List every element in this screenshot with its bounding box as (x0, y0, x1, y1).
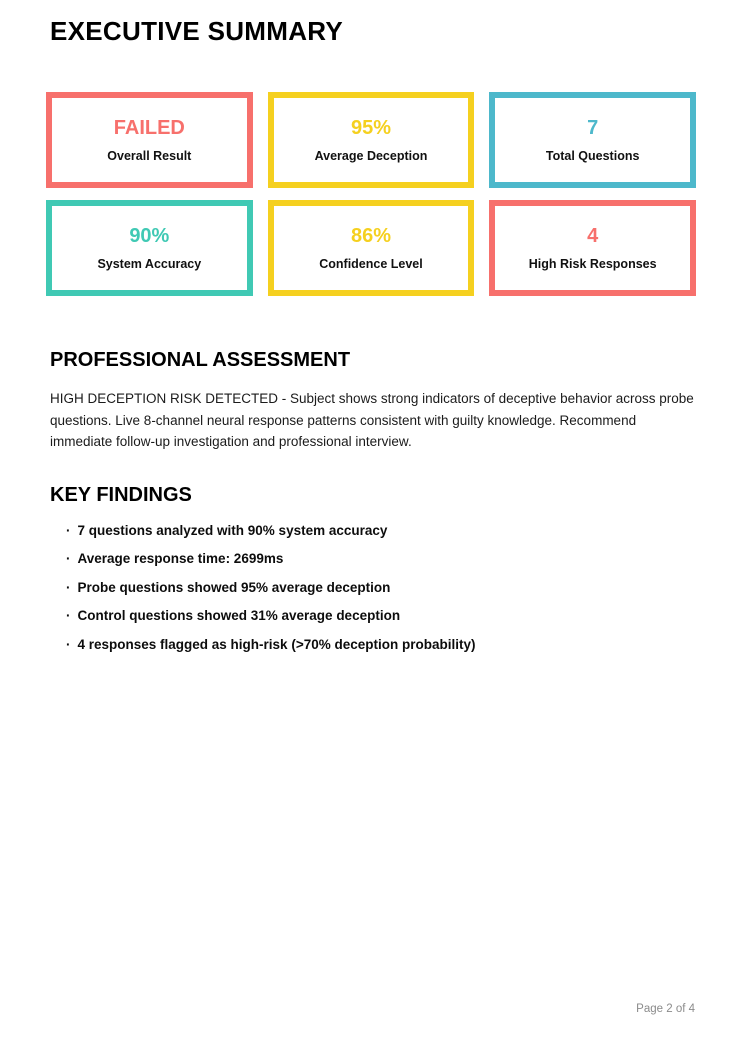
summary-cards (46, 92, 696, 296)
finding-text: 4 responses flagged as high-risk (>70% deception probability) (77, 636, 476, 652)
bullet-glyph: · (66, 636, 71, 652)
stat-card-value: 95% (350, 117, 391, 139)
stat-card (268, 200, 475, 296)
bullet-glyph: · (66, 608, 71, 623)
assessment-heading: PROFESSIONAL ASSESSMENT (50, 349, 351, 371)
stat-card-label: High Risk Responses (528, 257, 657, 271)
stat-card-value: 86% (350, 225, 391, 247)
bullet-glyph: · (66, 522, 71, 538)
finding-item (66, 551, 695, 567)
page-number: Page 2 of 4 (636, 1003, 695, 1015)
stat-card (489, 200, 696, 296)
stat-card (46, 92, 253, 188)
finding-item (66, 608, 695, 624)
page-title: EXECUTIVE SUMMARY (50, 16, 344, 46)
finding-item (66, 523, 695, 539)
stat-card-label: Confidence Level (319, 257, 423, 271)
stat-card-label: Overall Result (107, 149, 192, 163)
finding-text: Probe questions showed 95% average deception (77, 579, 391, 595)
findings-heading: KEY FINDINGS (50, 483, 192, 506)
finding-item (66, 580, 695, 596)
stat-card (268, 92, 475, 188)
stat-card-label: Average Deception (314, 149, 428, 163)
finding-text: Average response time: 2699ms (77, 551, 284, 566)
stat-card (489, 92, 696, 188)
stat-card-value: 7 (587, 117, 599, 139)
stat-card-value: 90% (129, 225, 170, 247)
findings-list (50, 523, 695, 653)
bullet-glyph: · (66, 579, 71, 595)
stat-card (46, 200, 253, 296)
stat-card-label: Total Questions (545, 149, 640, 163)
finding-text: 7 questions analyzed with 90% system accuracy (77, 522, 388, 538)
assessment-body: HIGH DECEPTION RISK DETECTED - Subject shows strong indicators of deceptive behavior across probe questions. Live 8-channel neural response patterns consistent with guilty knowledge. Recommend immediate follow-up investigation and professional interview. (50, 391, 694, 449)
finding-item (66, 637, 695, 653)
finding-text: Control questions showed 31% average deception (77, 608, 401, 623)
bullet-glyph: · (66, 551, 71, 566)
stat-card-value: 4 (587, 225, 599, 247)
stat-card-value: FAILED (113, 117, 185, 139)
stat-card-label: System Accuracy (97, 257, 202, 271)
